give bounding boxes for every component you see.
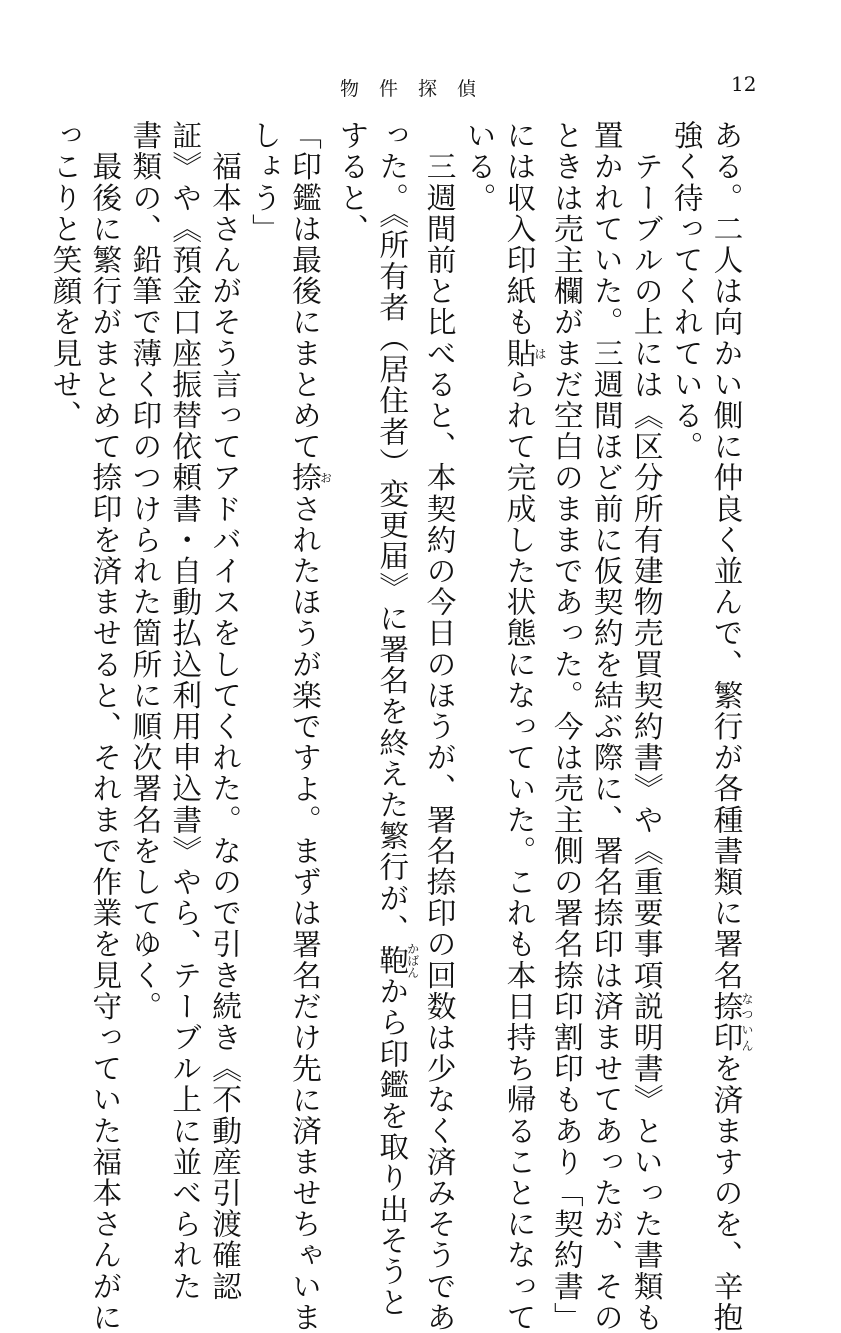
running-title: 物件探偵 (340, 78, 497, 100)
text-column: ときは売主欄がまだ空白のままであった。今は売主側の署名捺印割印もあり「契約書」 (548, 120, 584, 1333)
text-column: テーブルの上には《区分所有建物売買契約書》や《重要事項説明書》といった書類も (628, 120, 664, 1333)
text-column: 証》や《預金口座振替依頼書・自動払込利用申込書》やら、テーブル上に並べられた (167, 120, 203, 1302)
ruby-annotation: 捺印なついん (708, 990, 754, 1054)
text-column: 福本さんがそう言ってアドバイスをしてくれた。なので引き続き《不動産引渡確認 (207, 120, 243, 1302)
text-column: った。《所有者（居住者）変更届》に署名を終えた繁行が、鞄かばんから印鑑を取り出そうと (374, 120, 420, 1319)
text-column: しょう」 (247, 120, 283, 245)
text-column: 「印鑑は最後にまとめて捺おされたほうが楽ですよ。まずは署名だけ先に済ませちゃいま (286, 120, 333, 1333)
ruby-annotation: 鞄かばん (374, 942, 420, 979)
text-column: 強く待ってくれている。 (668, 120, 704, 463)
text-column: ある。二人は向かい側に仲良く並んで、繁行が各種書類に署名捺印なついんを済ますのを、辛抱 (708, 120, 754, 1333)
text-column: いる。 (461, 120, 497, 214)
text-column: 書類の、鉛筆で薄く印のつけられた箇所に順次署名をしてゆく。 (127, 120, 163, 1022)
text-column: すると、 (334, 120, 370, 245)
ruby-annotation: 捺お (286, 462, 333, 494)
text-column: っこりと笑顔を見せ、 (47, 120, 83, 431)
ruby-annotation: 貼は (501, 337, 547, 369)
page-number: 12 (731, 72, 757, 96)
text-column: には収入印紙も貼はられて完成した状態になっていた。これも本日持ち帰ることになって (501, 120, 547, 1333)
text-column: 最後に繁行がまとめて捺印を済ませると、それまで作業を見守っていた福本さんがに (87, 120, 123, 1333)
text-column: 三週間前と比べると、本契約の今日のほうが、署名捺印の回数は少なく済みそうであ (421, 120, 457, 1333)
text-column: 置かれていた。三週間ほど前に仮契約を結ぶ際に、署名捺印は済ませてあったが、その (588, 120, 624, 1333)
body-text (47, 120, 754, 1333)
